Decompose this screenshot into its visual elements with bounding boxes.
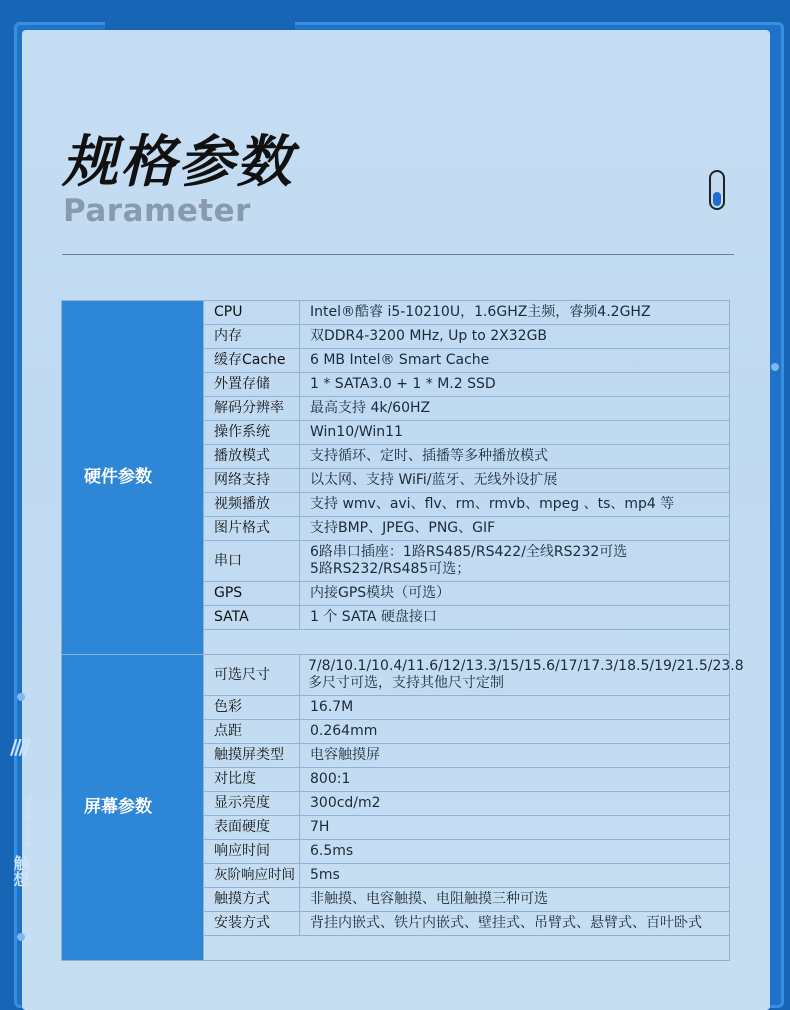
row-label: CPU (204, 301, 300, 325)
row-label: 视频播放 (204, 493, 300, 517)
row-value: 5ms (300, 864, 730, 888)
row-value (300, 541, 730, 582)
row-value: 1 * SATA3.0 + 1 * M.2 SSD (300, 373, 730, 397)
row-label: 播放模式 (204, 445, 300, 469)
group-label-screen: 屏幕参数 (62, 655, 204, 961)
row-value: 300cd/m2 (300, 792, 730, 816)
row-value: Win10/Win11 (300, 421, 730, 445)
row-label: 点距 (204, 720, 300, 744)
row-label: 色彩 (204, 696, 300, 720)
row-value: 以太网、支持 WiFi/蓝牙、无线外设扩展 (300, 469, 730, 493)
row-label: 响应时间 (204, 840, 300, 864)
row-label: SATA (204, 606, 300, 630)
row-value: 7H (300, 816, 730, 840)
row-value: 支持循环、定时、插播等多种播放模式 (300, 445, 730, 469)
row-value: 1 个 SATA 硬盘接口 (300, 606, 730, 630)
row-label: 图片格式 (204, 517, 300, 541)
row-value-line: 7/8/10.1/10.4/11.6/12/13.3/15/15.6/17/17.3/18.5/19/21.5/23.8 (308, 658, 744, 674)
row-value: 最高支持 4k/60HZ (300, 397, 730, 421)
row-label: 对比度 (204, 768, 300, 792)
row-label: 安装方式 (204, 912, 300, 936)
brand-en: Touch think (22, 795, 32, 847)
row-value: 支持BMP、JPEG、PNG、GIF (300, 517, 730, 541)
row-label: GPS (204, 582, 300, 606)
row-value: 双DDR4-3200 MHz, Up to 2X32GB (300, 325, 730, 349)
row-value: 内接GPS模块（可选） (300, 582, 730, 606)
side-dot (771, 363, 779, 371)
table-row (62, 655, 730, 696)
row-value: 16.7M (300, 696, 730, 720)
side-dot (17, 693, 25, 701)
row-value: 0.264mm (300, 720, 730, 744)
row-label: 显示亮度 (204, 792, 300, 816)
scroll-mouse-icon (709, 170, 725, 210)
group-label-hardware: 硬件参数 (62, 301, 204, 655)
row-value: 6 MB Intel® Smart Cache (300, 349, 730, 373)
row-label: 触摸方式 (204, 888, 300, 912)
row-label: 可选尺寸 (204, 655, 300, 696)
row-value-line: 多尺寸可选，支持其他尺寸定制 (308, 675, 504, 691)
row-value: 非触摸、电容触摸、电阻触摸三种可选 (300, 888, 730, 912)
row-label: 灰阶响应时间 (204, 864, 300, 888)
row-label: 缓存Cache (204, 349, 300, 373)
row-label: 内存 (204, 325, 300, 349)
brand-cn: 触想 (11, 855, 30, 887)
page-subtitle: Parameter (63, 193, 251, 229)
row-value: 6.5ms (300, 840, 730, 864)
row-value-line: 6路串口插座：1路RS485/RS422/全线RS232可选 (310, 544, 628, 560)
row-label: 触摸屏类型 (204, 744, 300, 768)
row-label: 外置存储 (204, 373, 300, 397)
page-title: 规格参数 (62, 130, 294, 195)
row-label: 操作系统 (204, 421, 300, 445)
spec-table (61, 300, 744, 961)
row-value: 支持 wmv、avi、flv、rm、rmvb、mpeg 、ts、mp4 等 (300, 493, 730, 517)
spacer-cell (204, 630, 730, 655)
row-value-line: 5路RS232/RS485可选； (310, 561, 471, 577)
spacer-cell (204, 936, 730, 961)
divider (62, 254, 734, 255)
row-value: Intel®酷睿 i5-10210U，1.6GHZ主频，睿频4.2GHZ (300, 301, 730, 325)
row-label: 串口 (204, 541, 300, 582)
row-value (300, 655, 744, 696)
stripes-icon: //// (10, 735, 28, 759)
row-value: 背挂内嵌式、铁片内嵌式、壁挂式、吊臂式、悬臂式、百叶卧式 (300, 912, 730, 936)
row-value: 电容触摸屏 (300, 744, 730, 768)
side-dot (17, 933, 25, 941)
row-label: 解码分辨率 (204, 397, 300, 421)
row-label: 表面硬度 (204, 816, 300, 840)
row-label: 网络支持 (204, 469, 300, 493)
row-value: 800:1 (300, 768, 730, 792)
table-row (62, 301, 730, 325)
